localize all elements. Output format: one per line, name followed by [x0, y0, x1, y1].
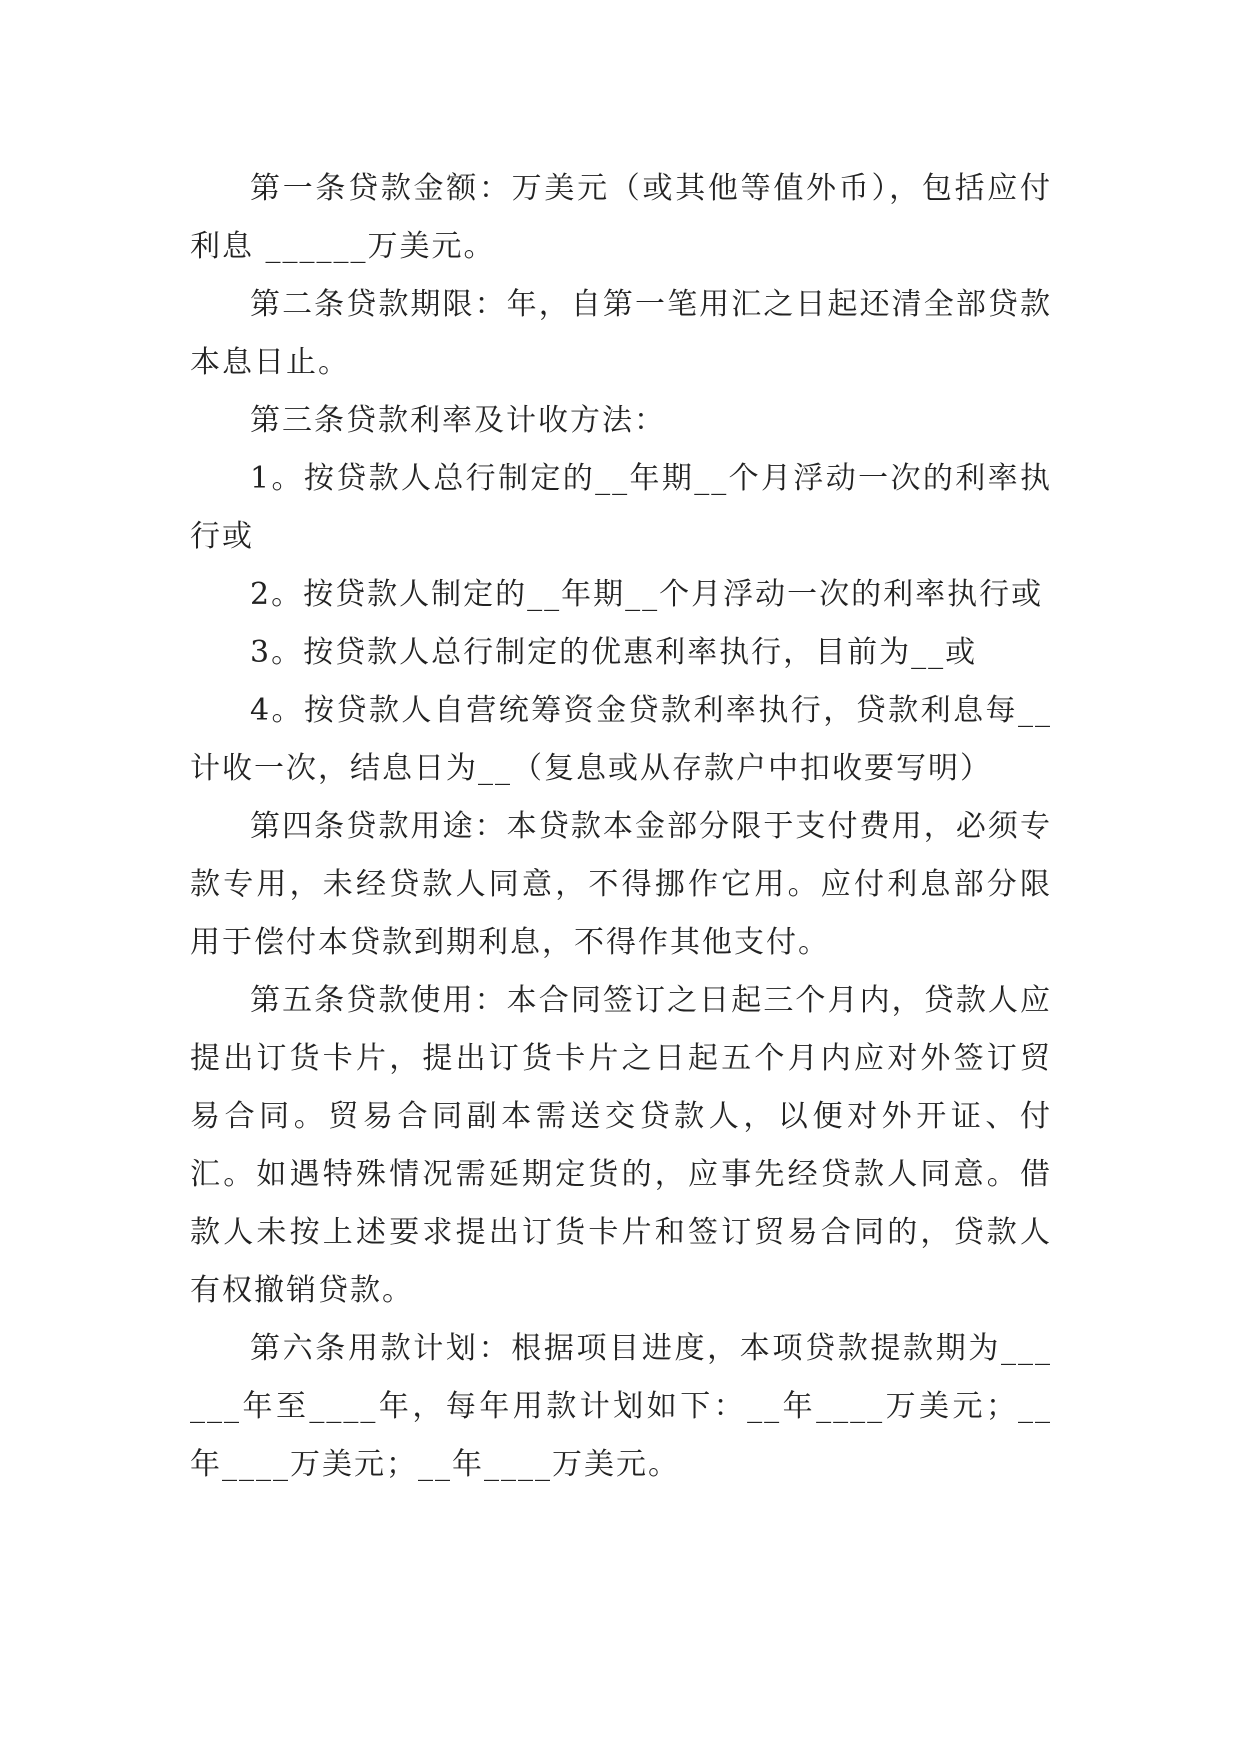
rate-option-4: 4。按贷款人自营统筹资金贷款利率执行，贷款利息每__计收一次，结息日为__（复息或从存款户中扣收要写明） — [190, 693, 1052, 786]
article-1-loan-amount: 第一条贷款金额：万美元（或其他等值外币），包括应付利息 ______万美元。 — [190, 171, 1052, 264]
rate-option-1: 1。按贷款人总行制定的__年期__个月浮动一次的利率执行或 — [190, 461, 1052, 554]
article-4-loan-purpose: 第四条贷款用途：本贷款本金部分限于支付费用，必须专款专用，未经贷款人同意，不得挪作它用。应付利息部分限用于偿付本贷款到期利息，不得作其他支付。 — [190, 809, 1052, 960]
document-body — [190, 160, 1052, 1494]
rate-option-2: 2。按贷款人制定的__年期__个月浮动一次的利率执行或 — [250, 577, 1044, 612]
article-6-drawdown-plan: 第六条用款计划：根据项目进度，本项贷款提款期为______年至____年，每年用款计划如下：__年____万美元；__年____万美元；__年____万美元。 — [190, 1331, 1052, 1482]
article-5-loan-use: 第五条贷款使用：本合同签订之日起三个月内，贷款人应提出订货卡片，提出订货卡片之日起五个月内应对外签订贸易合同。贸易合同副本需送交贷款人，以便对外开证、付汇。如遇特殊情况需延期定货的，应事先经贷款人同意。借款人未按上述要求提出订货卡片和签订贸易合同的，贷款人有权撤销贷款。 — [190, 983, 1052, 1308]
article-2-loan-term: 第二条贷款期限：年，自第一笔用汇之日起还清全部贷款本息日止。 — [190, 287, 1052, 380]
article-3-interest-rate: 第三条贷款利率及计收方法： — [250, 403, 666, 438]
rate-option-3: 3。按贷款人总行制定的优惠利率执行，目前为__或 — [250, 635, 978, 670]
